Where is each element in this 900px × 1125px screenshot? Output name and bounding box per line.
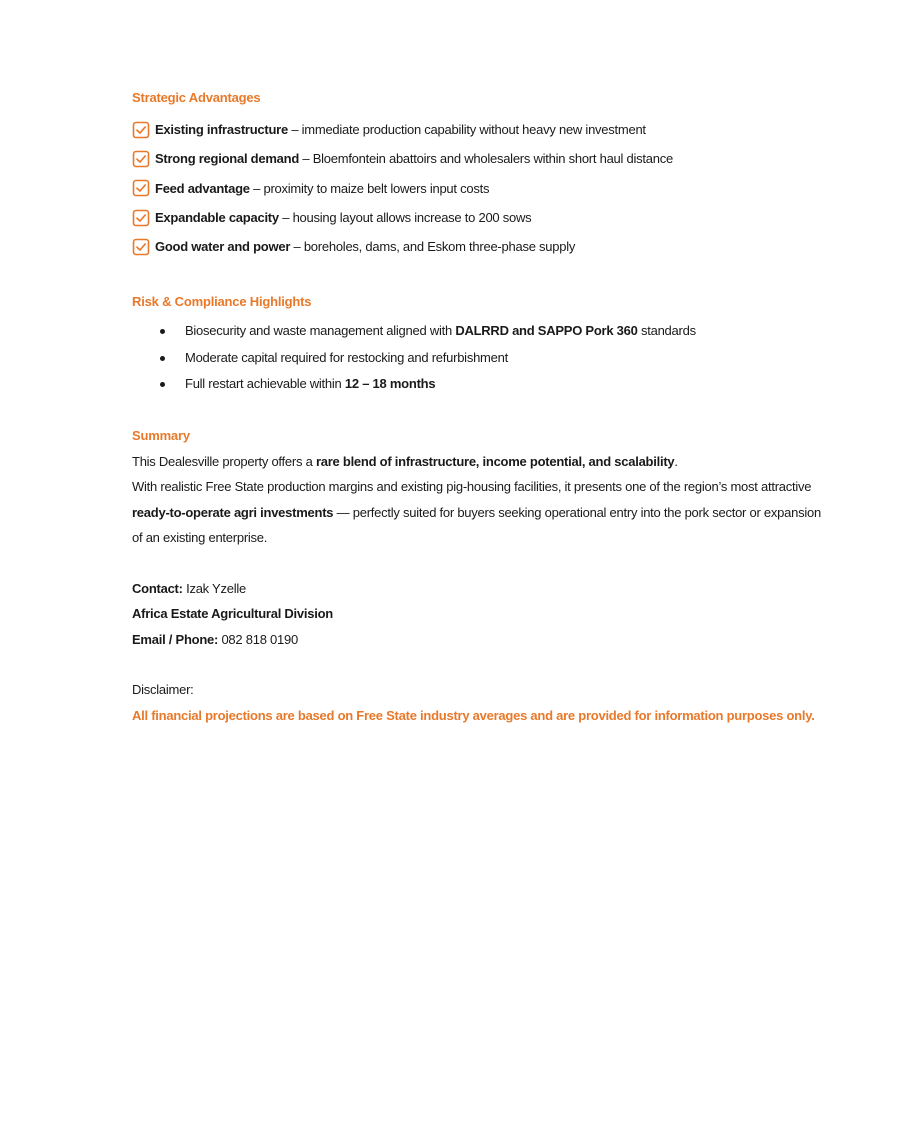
document-content [132, 89, 832, 728]
checkbox-checked-icon [132, 238, 150, 256]
risk-text-end: standards [637, 323, 696, 339]
risk-text-bold: DALRRD and SAPPO Pork 360 [455, 323, 638, 339]
risk-compliance-heading: Risk & Compliance Highlights [132, 294, 312, 310]
phone-number: 082 818 0190 [218, 631, 298, 647]
strategic-advantages-section [132, 89, 832, 261]
bullet-icon [160, 329, 165, 334]
checkbox-checked-icon [132, 150, 150, 168]
advantage-item [132, 144, 832, 173]
advantage-description: – housing layout allows increase to 200 sows [278, 210, 532, 226]
risk-list [132, 318, 832, 398]
contact-label: Contact: [132, 580, 183, 596]
summary-text: This Dealesville property offers a [132, 453, 316, 469]
risk-text: Moderate capital required for restocking and refurbishment [185, 349, 508, 365]
phone-label: Email / Phone: [132, 631, 219, 647]
advantages-list [132, 115, 832, 261]
advantage-description: – boreholes, dams, and Eskom three-phase supply [290, 239, 576, 255]
disclaimer-label: Disclaimer: [132, 682, 194, 698]
contact-section [132, 576, 832, 653]
advantage-title: Existing infrastructure [155, 122, 288, 138]
contact-name: Izak Yzelle [182, 580, 246, 596]
risk-text-bold: 12 – 18 months [344, 376, 436, 392]
contact-line [132, 576, 832, 602]
bullet-icon [160, 356, 165, 361]
summary-section [132, 427, 832, 551]
advantage-item [132, 203, 832, 232]
phone-line [132, 627, 832, 653]
advantage-title: Good water and power [155, 239, 291, 255]
advantage-item [132, 174, 832, 203]
strategic-advantages-heading: Strategic Advantages [132, 90, 261, 105]
risk-item [132, 318, 832, 345]
checkbox-checked-icon [132, 121, 150, 139]
advantage-description: – Bloemfontein abattoirs and wholesalers within short haul distance [299, 151, 673, 167]
advantage-title: Strong regional demand [155, 151, 300, 167]
advantage-description: – proximity to maize belt lowers input costs [249, 180, 490, 196]
advantage-description: – immediate production capability without heavy new investment [287, 122, 646, 138]
disclaimer-text: All financial projections are based on Free State industry averages and are provided for information purposes only. [132, 707, 815, 723]
advantage-title: Feed advantage [155, 180, 250, 196]
risk-text: Biosecurity and waste management aligned with [185, 323, 456, 339]
summary-text: With realistic Free State production margins and existing pig-housing facilities, it presents one of the region’s most attractive [132, 479, 812, 495]
advantage-item [132, 232, 832, 261]
summary-text-bold: rare blend of infrastructure, income potential, and scalability [315, 453, 675, 469]
risk-item [132, 371, 832, 398]
risk-compliance-section [132, 293, 832, 398]
bullet-icon [160, 382, 165, 387]
summary-heading: Summary [132, 427, 190, 443]
summary-text-end: — perfectly suited for buyers seeking operational entry into the pork sector or expansion of an existing enterprise. [132, 504, 821, 546]
advantage-item [132, 115, 832, 144]
advantage-title: Expandable capacity [155, 210, 279, 226]
summary-paragraph-1 [132, 449, 832, 475]
summary-text-bold: ready-to-operate agri investments [132, 504, 334, 520]
risk-item [132, 345, 832, 372]
checkbox-checked-icon [132, 209, 150, 227]
summary-text-end: . [674, 453, 678, 469]
risk-text: Full restart achievable within [185, 376, 345, 392]
disclaimer-section [132, 677, 832, 728]
checkbox-checked-icon [132, 179, 150, 197]
division-line [132, 601, 832, 627]
division-name: Africa Estate Agricultural Division [132, 606, 333, 622]
summary-paragraph-2 [132, 474, 832, 551]
